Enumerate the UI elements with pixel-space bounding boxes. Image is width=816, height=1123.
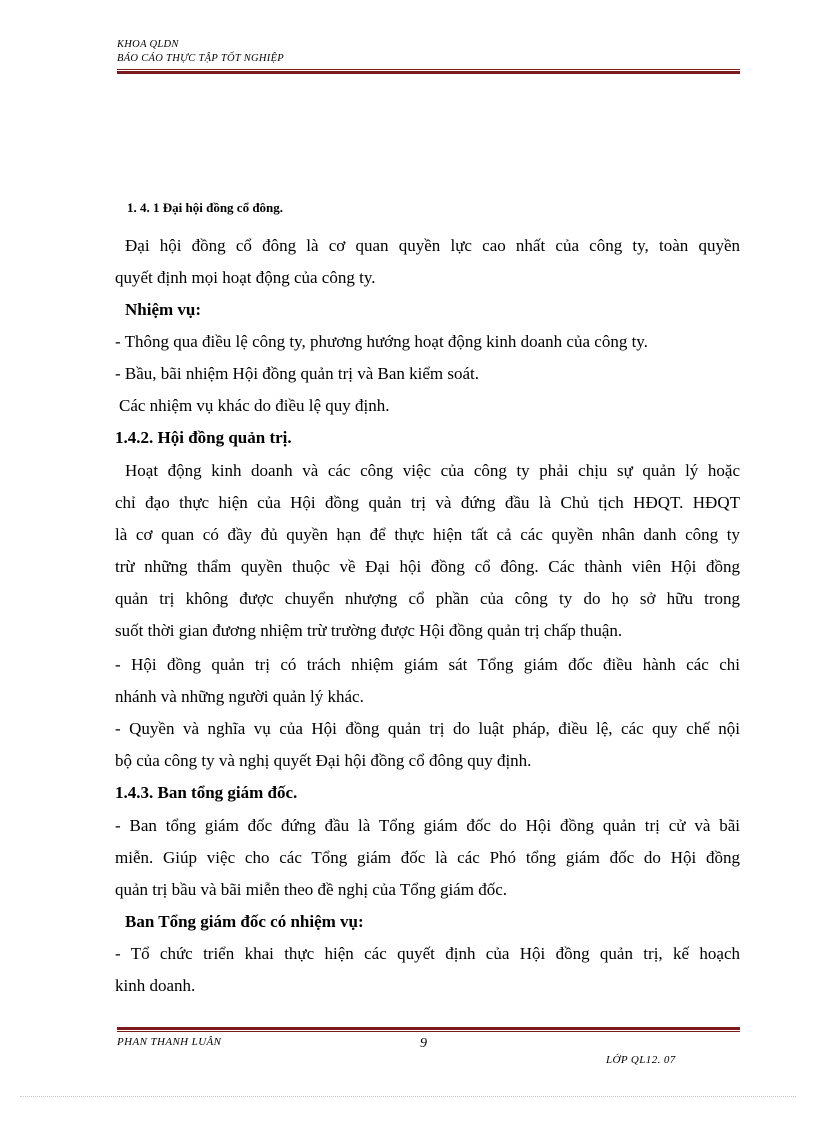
running-header — [117, 38, 284, 66]
paragraph-line: - Hội đồng quản trị có trách nhiệm giám sát Tổng giám đốc điều hành các chi — [115, 655, 740, 674]
header-rule — [117, 69, 740, 74]
paragraph-line: quản trị bầu và bãi miễn theo đề nghị của Tổng giám đốc. — [115, 880, 507, 899]
paragraph-line: quản trị không được chuyển nhượng cổ phần của công ty do họ sở hữu trong — [115, 589, 740, 608]
list-item: - Tổ chức triển khai thực hiện các quyết định của Hội đồng quản trị, kế hoạch — [115, 944, 740, 963]
paragraph-line: Đại hội đồng cổ đông là cơ quan quyền lực cao nhất của công ty, toàn quyền — [125, 236, 740, 255]
duty-label: Nhiệm vụ: — [125, 300, 202, 319]
paragraph-line: chỉ đạo thực hiện của Hội đồng quản trị và đứng đầu là Chủ tịch HĐQT. HĐQT — [115, 493, 740, 512]
list-item: - Thông qua điều lệ công ty, phương hướng hoạt động kinh doanh của công ty. — [115, 332, 648, 351]
duty-label: Ban Tổng giám đốc có nhiệm vụ: — [125, 912, 364, 931]
list-item: - Bầu, bãi nhiệm Hội đồng quản trị và Ban kiểm soát. — [115, 364, 480, 383]
paragraph-line: miễn. Giúp việc cho các Tổng giám đốc là các Phó tổng giám đốc do Hội đồng — [115, 848, 740, 867]
paragraph-line: Hoạt động kinh doanh và các công việc của công ty phải chịu sự quản lý hoặc — [125, 461, 740, 480]
header-report-title: BÁO CÁO THỰC TẬP TỐT NGHIỆP — [117, 53, 285, 64]
page-bottom-divider — [20, 1096, 796, 1097]
section-heading-1-4-2: 1.4.2. Hội đồng quản trị. — [115, 428, 292, 447]
paragraph-line: quyết định mọi hoạt động của công ty. — [115, 268, 376, 287]
paragraph-line: bộ của công ty và nghị quyết Đại hội đồng cổ đông quy định. — [115, 751, 532, 770]
page-number: 9 — [420, 1036, 427, 1051]
paragraph-line: là cơ quan có đầy đủ quyền hạn để thực hiện tất cả các quyền nhân danh công ty — [115, 525, 740, 544]
list-item: Các nhiệm vụ khác do điều lệ quy định. — [119, 396, 390, 415]
paragraph-line: - Ban tổng giám đốc đứng đầu là Tổng giám đốc do Hội đồng quản trị cử và bãi — [115, 816, 740, 835]
paragraph-line: - Quyền và nghĩa vụ của Hội đồng quản trị do luật pháp, điều lệ, các quy chế nội — [115, 719, 740, 738]
footer-author: PHAN THANH LUÂN — [117, 1036, 222, 1048]
section-heading-1-4-3: 1.4.3. Ban tổng giám đốc. — [115, 783, 298, 802]
paragraph-line: trừ những thẩm quyền thuộc về Đại hội đồng cổ đông. Các thành viên Hội đồng — [115, 557, 740, 576]
paragraph-line: nhánh và những người quản lý khác. — [115, 687, 364, 706]
footer-rule — [117, 1027, 740, 1032]
paragraph-line: suốt thời gian đương nhiệm trừ trường được Hội đồng quản trị chấp thuận. — [115, 621, 623, 640]
list-item: kinh doanh. — [115, 976, 196, 995]
footer-class-code: LỚP QL12. 07 — [606, 1054, 676, 1066]
section-heading-1-4-1: 1. 4. 1 Đại hội đồng cổ đông. — [127, 200, 284, 215]
header-department: KHOA QLDN — [117, 39, 179, 50]
